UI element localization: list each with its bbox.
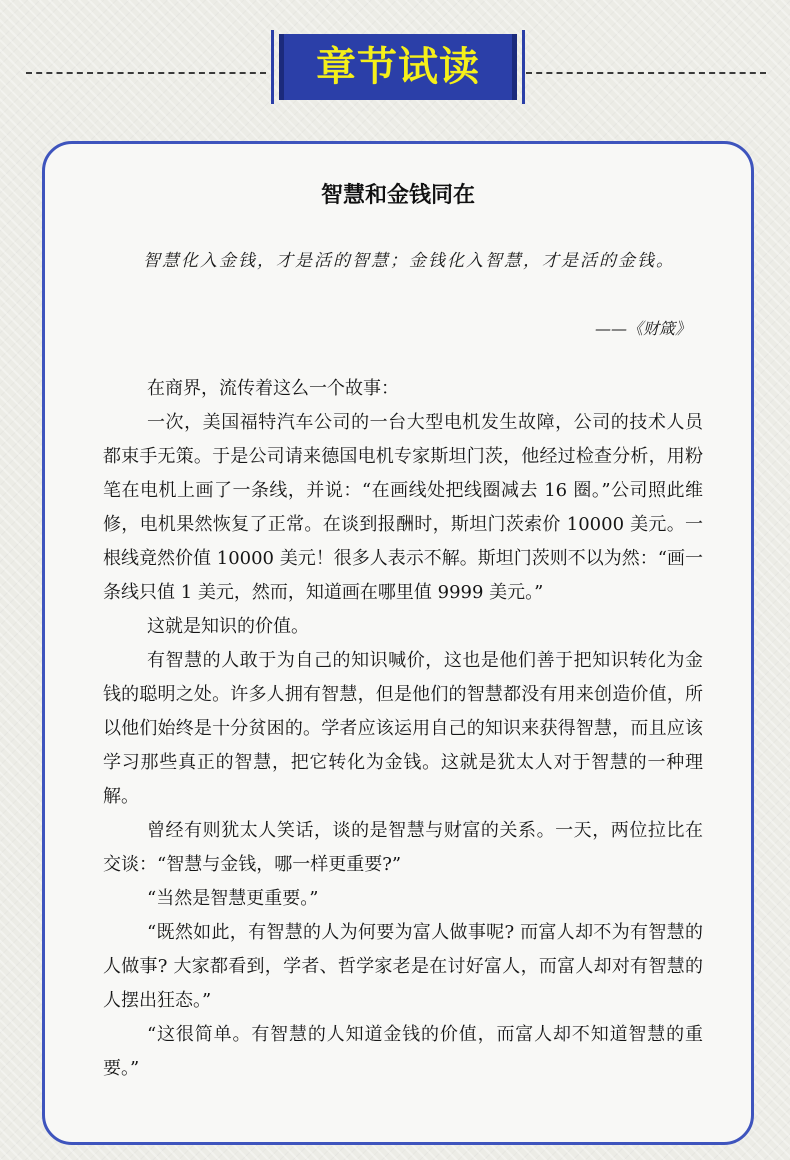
paragraph: “既然如此，有智慧的人为何要为富人做事呢? 而富人却不为有智慧的人做事? 大家都看到，学者、哲学家老是在讨好富人，而富人却对有智慧的人摆出狂态。”	[103, 922, 703, 1011]
chapter-preview-card	[42, 141, 754, 1145]
paragraph: 这就是知识的价值。	[147, 616, 309, 637]
paragraph: 一次，美国福特汽车公司的一台大型电机发生故障，公司的技术人员都束手无策。于是公司请来德国电机专家斯坦门茨，他经过检查分析，用粉笔在电机上画了一条线，并说：“在画线处把线圈减去 16 圈。”公司照此维修，电机果然恢复了正常。在谈到报酬时，斯坦门茨索价 10000 美元。一根线竟然价值 10000 美元！很多人表示不解。斯坦门茨则不以为然：“画一条线只值 1 美元，然而，知道画在哪里值 9999 美元。”	[103, 412, 703, 603]
book-page	[45, 144, 751, 1142]
epigraph-source: ——《财箴》	[594, 319, 691, 338]
paragraph: “这很简单。有智慧的人知道金钱的价值，而富人却不知道智慧的重要。”	[103, 1024, 703, 1079]
chapter-body	[103, 372, 703, 1086]
paragraph: “当然是智慧更重要。”	[147, 888, 319, 909]
paragraph: 在商界，流传着这么一个故事：	[147, 378, 399, 399]
section-banner	[279, 34, 517, 100]
banner-label: 章节试读	[316, 44, 480, 90]
chapter-title: 智慧和金钱同在	[320, 182, 475, 208]
paragraph: 曾经有则犹太人笑话，谈的是智慧与财富的关系。一天，两位拉比在交谈：“智慧与金钱，哪一样更重要?”	[103, 820, 703, 875]
divider-left	[26, 72, 266, 74]
divider-right	[526, 72, 766, 74]
paragraph: 有智慧的人敢于为自己的知识喊价，这也是他们善于把知识转化为金钱的聪明之处。许多人拥有智慧，但是他们的智慧都没有用来创造价值，所以他们始终是十分贫困的。学者应该运用自己的知识来获得智慧，而且应该学习那些真正的智慧，把它转化为金钱。这就是犹太人对于智慧的一种理解。	[103, 650, 703, 807]
epigraph-quote: 智慧化入金钱，才是活的智慧；金钱化入智慧，才是活的金钱。	[143, 251, 675, 271]
